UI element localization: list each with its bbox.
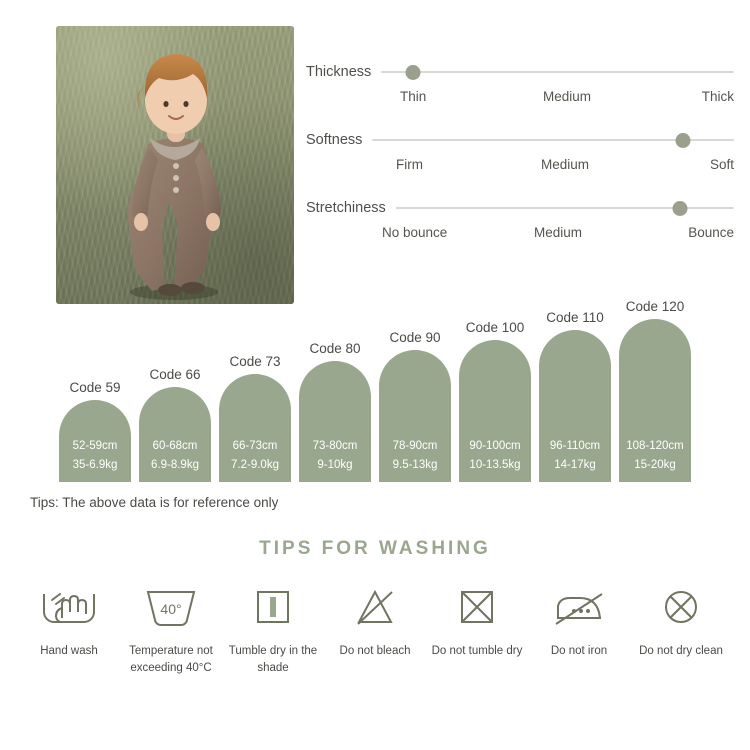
washing-item: [426, 580, 528, 660]
slider-thickness-option-0: Thin: [400, 89, 427, 104]
size-height: 60-68cm: [152, 440, 198, 453]
size-weight: 14-17kg: [554, 459, 596, 472]
washing-caption: Do not bleach: [339, 645, 411, 657]
size-arch: [539, 330, 611, 482]
slider-softness-label: Softness: [306, 132, 363, 148]
size-weight: 35-6.9kg: [72, 459, 118, 472]
size-arch: [299, 361, 371, 482]
washing-caption: Temperature not exceeding 40°C: [129, 645, 213, 674]
size-code: Code 80: [309, 341, 361, 356]
size-code: Code 59: [69, 380, 121, 395]
slider-stretchiness-option-2: Bounce: [688, 225, 734, 240]
slider-thickness-scale: [400, 89, 750, 104]
size-column: [299, 341, 371, 482]
size-chart-note: Tips: The above data is for reference only: [30, 495, 279, 510]
attribute-sliders: [306, 26, 750, 304]
size-column: [379, 330, 451, 482]
slider-stretchiness-option-0: No bounce: [382, 225, 448, 240]
slider-track-line: [381, 71, 734, 73]
size-arch: [379, 350, 451, 482]
slider-thickness-track[interactable]: [381, 64, 734, 80]
size-height: 73-80cm: [312, 440, 358, 453]
washing-item: [324, 580, 426, 660]
size-arch: [59, 400, 131, 482]
size-column: [139, 367, 211, 482]
size-height: 96-110cm: [549, 440, 601, 453]
slider-softness-track[interactable]: [372, 132, 734, 148]
size-arch: [219, 374, 291, 482]
size-column: [59, 380, 131, 482]
slider-softness-option-0: Firm: [396, 157, 423, 172]
svg-text:40°: 40°: [160, 601, 182, 617]
washing-caption: Do not dry clean: [639, 645, 723, 657]
size-code: Code 90: [389, 330, 441, 345]
size-weight: 6.9-8.9kg: [151, 459, 199, 472]
product-overview-section: [0, 0, 750, 304]
washing-caption: Do not tumble dry: [431, 645, 523, 657]
washing-item: [18, 580, 120, 660]
size-arch: [459, 340, 531, 482]
slider-thickness-option-1: Medium: [542, 89, 591, 104]
slider-thickness[interactable]: [306, 64, 750, 104]
slider-stretchiness-track[interactable]: [396, 200, 734, 216]
washing-item: [528, 580, 630, 660]
child-illustration: [56, 26, 294, 304]
washing-caption: Hand wash: [40, 645, 98, 657]
do-not-dry-clean-icon: [650, 580, 712, 634]
size-weight: 9-10kg: [317, 459, 353, 472]
slider-stretchiness-label: Stretchiness: [306, 200, 386, 216]
hand-wash-icon: [38, 580, 100, 634]
size-height: 66-73cm: [232, 440, 278, 453]
size-column: [459, 320, 531, 482]
washing-item: [222, 580, 324, 676]
size-arch: [619, 319, 691, 482]
size-weight: 10-13.5kg: [469, 459, 521, 472]
slider-stretchiness[interactable]: [306, 200, 750, 240]
size-weight: 7.2-9.0kg: [231, 459, 279, 472]
slider-thickness-knob[interactable]: [406, 65, 421, 80]
slider-softness-option-1: Medium: [541, 157, 590, 172]
slider-stretchiness-option-1: Medium: [533, 225, 582, 240]
slider-softness-knob[interactable]: [676, 133, 691, 148]
slider-thickness-label: Thickness: [306, 64, 372, 80]
size-code: Code 66: [149, 367, 201, 382]
size-chart: [0, 299, 750, 482]
size-code: Code 73: [229, 354, 281, 369]
washing-icons: [0, 580, 750, 676]
slider-softness[interactable]: [306, 132, 750, 172]
size-column: [619, 299, 691, 482]
do-not-iron-icon: [548, 580, 610, 634]
size-code: Code 120: [625, 299, 685, 314]
washing-item: [630, 580, 732, 660]
size-height: 78-90cm: [392, 440, 438, 453]
slider-stretchiness-scale: [382, 225, 750, 240]
washing-title: TIPS FOR WASHING: [259, 538, 491, 559]
washing-caption: Tumble dry in the shade: [228, 645, 318, 674]
temperature-40-icon: [140, 580, 202, 634]
size-code: Code 110: [546, 310, 604, 325]
washing-item: [120, 580, 222, 676]
do-not-bleach-icon: [344, 580, 406, 634]
tumble-dry-shade-icon: [242, 580, 304, 634]
washing-caption: Do not iron: [550, 645, 608, 657]
size-height: 108-120cm: [626, 440, 684, 453]
slider-stretchiness-knob[interactable]: [672, 201, 687, 216]
size-height: 52-59cm: [72, 440, 118, 453]
slider-softness-option-2: Soft: [710, 157, 735, 172]
slider-thickness-option-2: Thick: [701, 89, 734, 104]
size-weight: 9.5-13kg: [392, 459, 438, 472]
size-code: Code 100: [465, 320, 525, 335]
slider-softness-scale: [396, 157, 750, 172]
size-height: 90-100cm: [469, 440, 521, 453]
do-not-tumble-dry-icon: [446, 580, 508, 634]
size-column: [539, 310, 611, 482]
product-photo: [56, 26, 294, 304]
size-column: [219, 354, 291, 482]
size-weight: 15-20kg: [634, 459, 676, 472]
size-arch: [139, 387, 211, 482]
